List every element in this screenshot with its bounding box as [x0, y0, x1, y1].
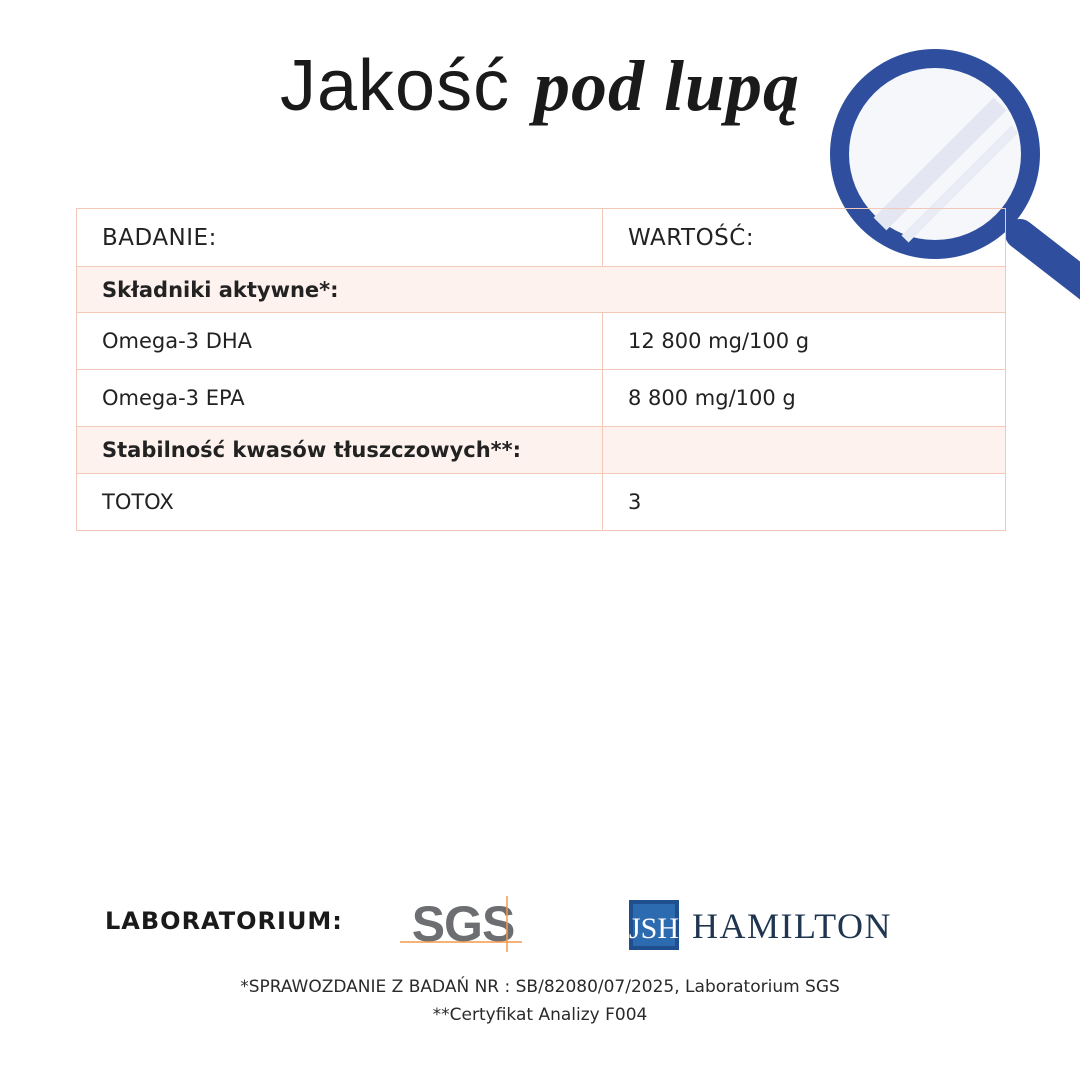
header-badanie: BADANIE: — [77, 209, 603, 267]
hamilton-logo — [628, 898, 898, 954]
row-name: Omega-3 EPA — [77, 370, 603, 427]
hamilton-logo-text: HAMILTON — [692, 906, 893, 946]
section-row-active — [77, 267, 1006, 313]
sgs-logo-text: SGS — [411, 896, 515, 952]
row-value: 3 — [603, 474, 1006, 531]
title-bold: pod lupą — [533, 46, 801, 126]
footnote-1: *SPRAWOZDANIE Z BADAŃ NR : SB/82080/07/2025, Laboratorium SGS — [240, 977, 840, 997]
hamilton-mark-text: JSH — [628, 912, 680, 945]
table-row — [77, 370, 1006, 427]
row-name: Omega-3 DHA — [77, 313, 603, 370]
table-row — [77, 474, 1006, 531]
header-wartosc: WARTOŚĆ: — [603, 209, 1006, 267]
title-light: Jakość — [279, 46, 511, 126]
laboratory-label: LABORATORIUM: — [105, 907, 343, 935]
section-stability-label: Stabilność kwasów tłuszczowych**: — [77, 427, 603, 474]
footnote-2: **Certyfikat Analizy F004 — [432, 1005, 648, 1025]
section-row-stability — [77, 427, 1006, 474]
row-name: TOTOX — [77, 474, 603, 531]
row-value: 8 800 mg/100 g — [603, 370, 1006, 427]
results-table — [76, 208, 1005, 531]
row-value: 12 800 mg/100 g — [603, 313, 1006, 370]
table-header-row — [77, 209, 1006, 267]
section-stability-empty — [603, 427, 1006, 474]
sgs-logo — [400, 894, 526, 954]
table-row — [77, 313, 1006, 370]
section-active-label: Składniki aktywne*: — [77, 267, 1006, 313]
